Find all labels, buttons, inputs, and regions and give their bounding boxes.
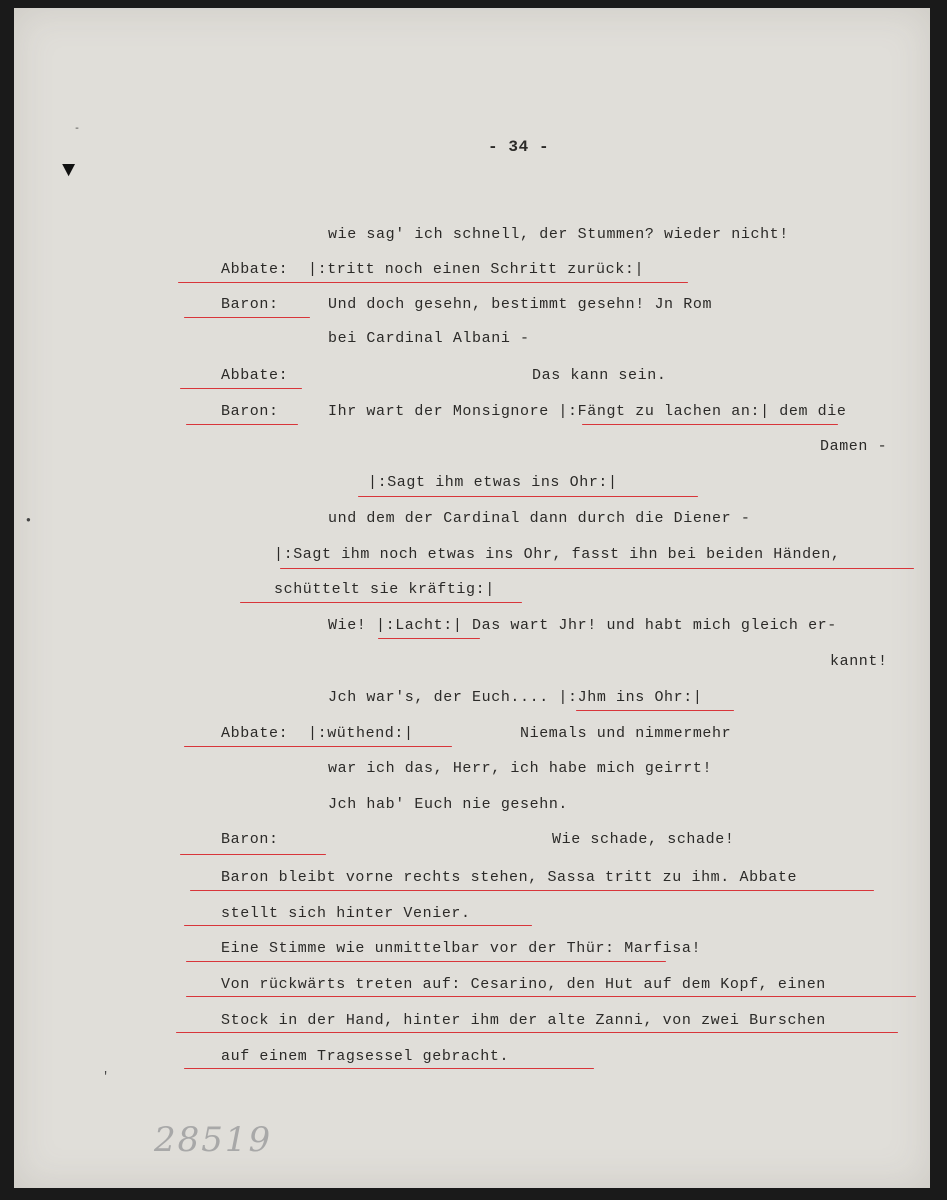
red-underline (240, 602, 522, 603)
stage-direction: Von rückwärts treten auf: Cesarino, den Hut auf dem Kopf, einen (221, 976, 826, 993)
red-underline (582, 424, 838, 425)
red-underline (186, 424, 298, 425)
text-line: Das kann sein. (532, 367, 667, 384)
text-line: war ich das, Herr, ich habe mich geirrt! (328, 760, 713, 777)
red-underline (180, 388, 302, 389)
stage-direction: |:wüthend:| (308, 725, 414, 742)
red-underline (186, 996, 916, 997)
red-underline (184, 317, 310, 318)
stage-direction: |:Sagt ihm etwas ins Ohr:| (368, 474, 618, 491)
speaker-label: Baron: (221, 296, 279, 313)
red-underline (576, 710, 734, 711)
text-line: kannt! (830, 653, 888, 670)
red-underline (176, 1032, 898, 1033)
stage-direction: |:Sagt ihm noch etwas ins Ohr, fasst ihn bei beiden Händen, (274, 546, 841, 563)
red-underline (184, 925, 532, 926)
speaker-label: Baron: (221, 403, 279, 420)
red-underline (180, 854, 326, 855)
red-underline (184, 1068, 594, 1069)
stage-direction: Eine Stimme wie unmittelbar vor der Thür: Marfisa! (221, 940, 702, 957)
corner-tick-mark: - (74, 124, 81, 135)
stage-direction: Stock in der Hand, hinter ihm der alte Zanni, von zwei Burschen (221, 1012, 826, 1029)
stage-direction: schüttelt sie kräftig:| (274, 581, 495, 598)
stage-direction: stellt sich hinter Venier. (221, 905, 471, 922)
stage-direction: Baron bleibt vorne rechts stehen, Sassa tritt zu ihm. Abbate (221, 869, 798, 886)
red-underline (186, 961, 666, 962)
text-line: Jch hab' Euch nie gesehn. (328, 796, 569, 813)
small-tick-mark: ' (102, 1070, 110, 1084)
red-underline (378, 638, 480, 639)
red-underline (358, 496, 698, 497)
red-underline (184, 746, 452, 747)
text-line: Ihr wart der Monsignore |:Fängt zu lachen an:| dem die (328, 403, 847, 420)
page-number: - 34 - (488, 138, 550, 156)
document-page (14, 8, 930, 1188)
red-underline (178, 282, 688, 283)
text-line: Wie! |:Lacht:| Das wart Jhr! und habt mich gleich er- (328, 617, 837, 634)
dot-mark: ● (26, 516, 31, 525)
stage-direction: auf einem Tragsessel gebracht. (221, 1048, 510, 1065)
text-line: und dem der Cardinal dann durch die Diener - (328, 510, 751, 527)
pencil-archive-number: 28519 (154, 1120, 273, 1160)
speaker-label: Abbate: (221, 725, 289, 742)
red-underline (280, 568, 914, 569)
stage-direction: |:tritt noch einen Schritt zurück:| (308, 261, 645, 278)
text-line: Und doch gesehn, bestimmt gesehn! Jn Rom (328, 296, 713, 313)
speaker-label: Abbate: (221, 367, 289, 384)
text-line: Wie schade, schade! (552, 831, 735, 848)
text-line: Niemals und nimmermehr (520, 725, 732, 742)
ink-arrow-mark: ▼ (62, 158, 76, 183)
text-line: Damen - (820, 438, 888, 455)
text-line: bei Cardinal Albani - (328, 330, 530, 347)
red-underline (190, 890, 874, 891)
text-line: wie sag' ich schnell, der Stummen? wieder nicht! (328, 226, 789, 243)
speaker-label: Abbate: (221, 261, 289, 278)
speaker-label: Baron: (221, 831, 279, 848)
text-line: Jch war's, der Euch.... |:Jhm ins Ohr:| (328, 689, 703, 706)
